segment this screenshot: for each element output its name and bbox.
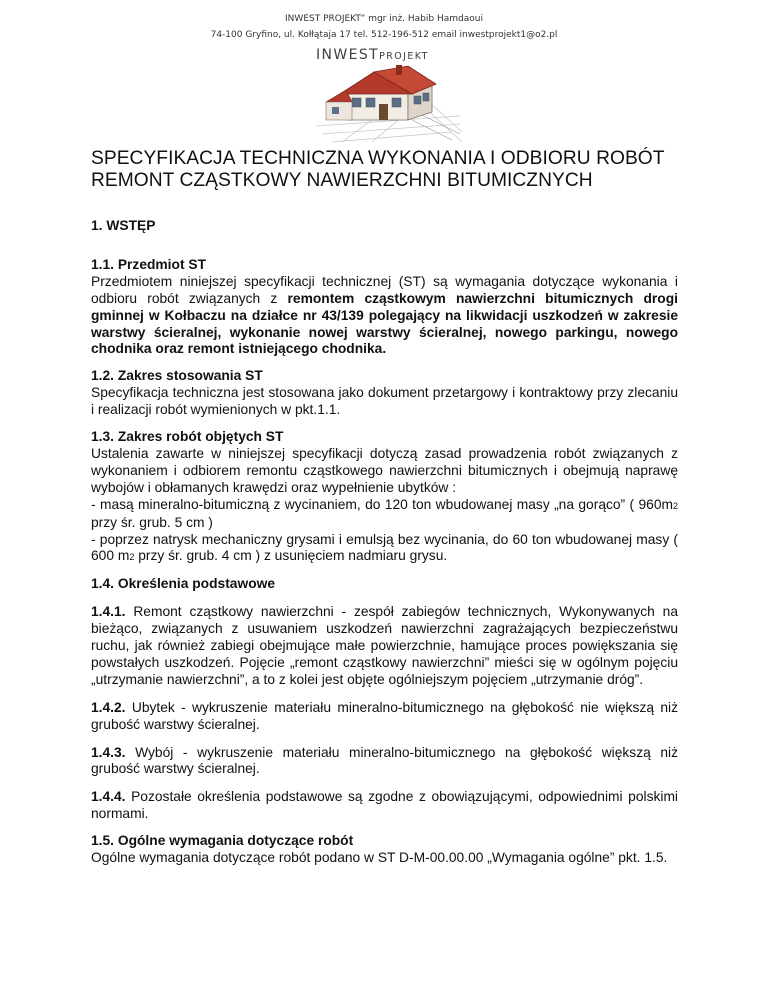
section-1-3-text: Ustalenia zawarte w niniejszej specyfikacji dotyczą zasad prowadzenia robót związanych z wykonaniem i odbiorem remontu cząstkowego nawierzchni bitumicznych i obejmują naprawę wybojów i obłamanych krawędzi oraz wypełnienie ubytków :: [91, 445, 678, 495]
section-1-2-text: Specyfikacja techniczna jest stosowana jako dokument przetargowy i kontraktowy przy zlecaniu i realizacji robót wymienionych w pkt.1.1.: [91, 385, 678, 418]
section-1-heading: 1. WSTĘP: [91, 218, 156, 233]
section-1-4-2: [91, 700, 678, 734]
section-1-4-4-text: Pozostałe określenia podstawowe są zgodne z obowiązującymi, odpowiednimi polskimi normami.: [91, 789, 678, 822]
item-1-text-end: przy śr. grub. 5 cm ): [91, 514, 213, 530]
brand-main: INWEST: [316, 47, 380, 63]
section-1-5-text: Ogólne wymagania dotyczące robót podano w ST D-M-00.00.00 „Wymagania ogólne” pkt. 1.5.: [91, 850, 668, 866]
section-1-4-4-number: 1.4.4.: [91, 789, 126, 805]
title-line-2: REMONT CZĄSTKOWY NAWIERZCHNI BITUMICZNYCH: [91, 170, 593, 191]
section-1-4-1-number: 1.4.1.: [91, 604, 126, 620]
section-1-3-heading: 1.3. Zakres robót objętych ST: [91, 429, 284, 445]
section-1-1-text-plain: Przedmiotem niniejszej specyfikacji technicznej (ST) są wymagania dotyczące wykonania i odbioru robót związanych z: [91, 273, 678, 306]
section-1-4-heading: 1.4. Określenia podstawowe: [91, 576, 276, 592]
section-1-4-1: [91, 604, 678, 689]
section-1-4-3-text: Wybój - wykruszenie materiału mineralno-bitumicznego na głębokość większą niż grubość warstwy ścieralnej.: [91, 744, 678, 777]
section-1-4-3-number: 1.4.3.: [91, 744, 126, 760]
header-address-line: 74-100 Gryfino, ul. Kołłątaja 17 tel. 512-196-512 email inwestprojekt1@o2.pl: [210, 30, 558, 40]
house-logo-icon: [312, 62, 464, 144]
item-1-unit-sub: 2: [672, 500, 678, 511]
section-1-4-2-text: Ubytek - wykruszenie materiału mineralno-bitumicznego na głębokość nie większą niż grubość warstwy ścieralnej.: [91, 699, 678, 732]
section-1-5-heading: 1.5. Ogólne wymagania dotyczące robót: [91, 833, 354, 849]
header-company-line: INWEST PROJEKT” mgr inż. Habib Hamdaoui: [285, 14, 483, 24]
section-1-4-1-text: Remont cząstkowy nawierzchni - zespół zabiegów technicznych, Wykonywanych na bieżąco, związanych z usuwaniem uszkodzeń nawierzchni zagrażających bezpieczeństwu ruchu, jak również zabiegi obejmujące małe powierzchnie, hamujące proces powiększania się powstałych uszkodzeń. Pojęcie „remont cząstkowy nawierzchni” mieści się w ogólnym pojęciu „utrzymanie nawierzchni”, a to z kolei jest objęte ogólniejszym pojęciem „utrzymanie dróg”.: [91, 604, 678, 687]
item-2-text-end: przy śr. grub. 4 cm ) z usunięciem nadmiaru grysu.: [134, 548, 448, 564]
section-1-4-4: [91, 789, 678, 823]
section-1-4-2-number: 1.4.2.: [91, 699, 126, 715]
item-2-text: - poprzez natrysk mechaniczny grysami i emulsją bez wycinania, do 60 ton wbudowanej masy ( 600 m: [91, 531, 678, 564]
item-2-unit-sub: 2: [129, 552, 135, 563]
brand-sub: PROJEKT: [379, 51, 429, 62]
document-title: [91, 148, 678, 192]
section-1-1-text-bold: remontem cząstkowym nawierzchni bitumicznych drogi gminnej w Kołbaczu na działce nr 43/139 polegający na likwidacji uszkodzeń w zakresie warstwy ścieralnej, wykonanie nowej warstwy ścieralnej, nowego parkingu, nowego chodnika oraz remont istniejącego chodnika.: [91, 290, 678, 357]
section-1-1-heading: 1.1. Przedmiot ST: [91, 256, 207, 272]
section-1-2-heading: 1.2. Zakres stosowania ST: [91, 368, 263, 384]
item-1-text: - masą mineralno-bitumiczną z wycinaniem, do 120 ton wbudowanej masy „na gorąco” ( 960m: [91, 496, 673, 512]
brand-wordmark: [316, 44, 429, 63]
section-1-3-item-2: [91, 532, 678, 567]
title-line-1: SPECYFIKACJA TECHNICZNA WYKONANIA I ODBIORU ROBÓT: [91, 148, 665, 169]
document-body: [91, 148, 678, 867]
section-1-3-item-1: [91, 497, 678, 532]
section-1-1-text: [91, 274, 678, 359]
section-1-4-3: [91, 745, 678, 779]
